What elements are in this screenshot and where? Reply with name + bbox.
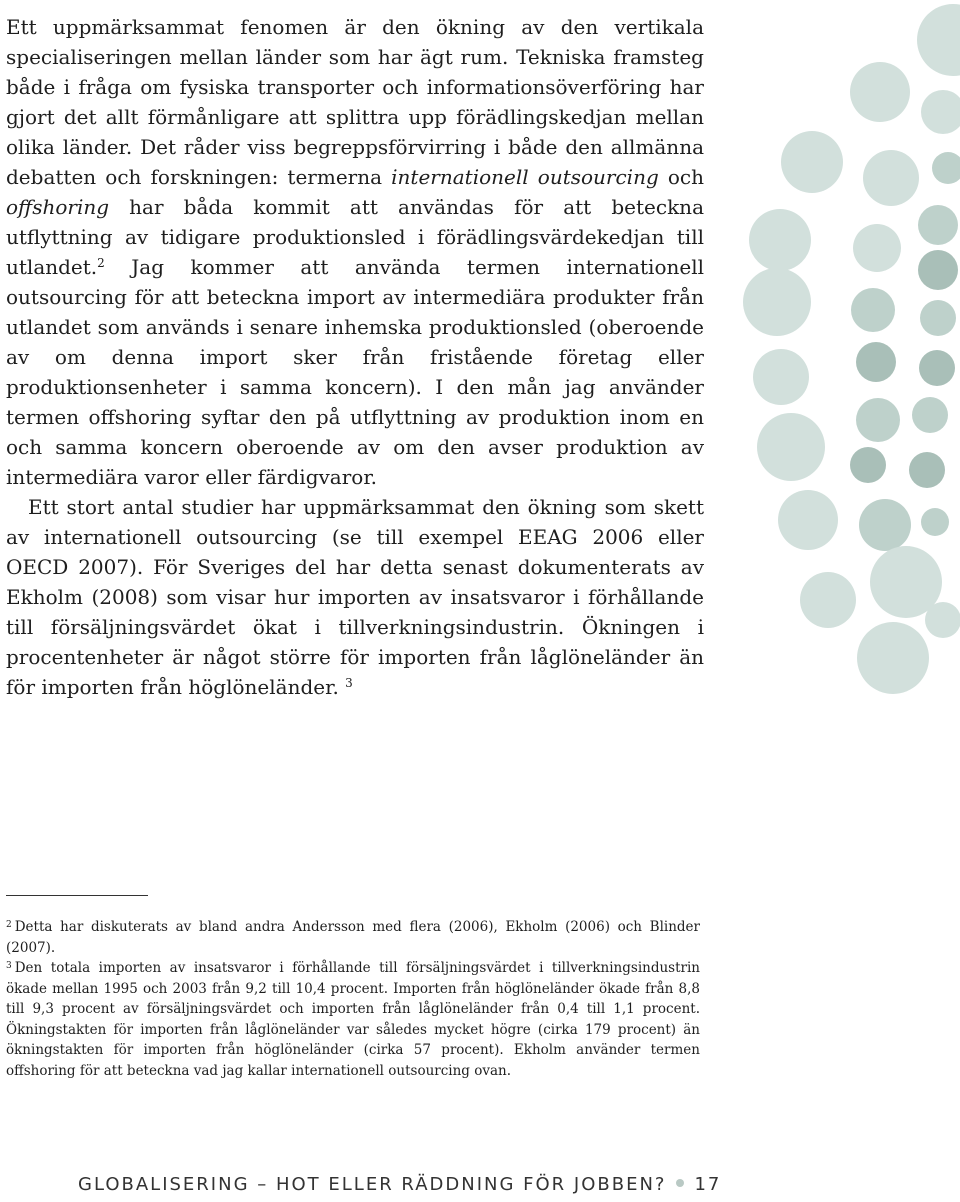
decorative-circle	[863, 150, 919, 206]
decorative-circle	[856, 398, 900, 442]
running-title: GLOBALISERING – HOT ELLER RÄDDNING FÖR JOBBEN?	[78, 1174, 667, 1195]
decorative-circle	[925, 602, 960, 638]
footnote-ref-3[interactable]: 3	[345, 676, 353, 690]
footnotes	[6, 917, 700, 1081]
decorative-circle	[921, 90, 960, 134]
decorative-circle	[850, 447, 886, 483]
term-internationell-outsourcing: internationell outsourcing	[391, 165, 659, 189]
decorative-circle	[749, 209, 811, 271]
decorative-circle	[912, 397, 948, 433]
page-footer	[78, 1174, 758, 1202]
decorative-circle	[743, 268, 811, 336]
footnote-3	[6, 958, 700, 1081]
bullet-dot-icon	[676, 1179, 684, 1187]
decorative-circle	[921, 508, 949, 536]
decorative-circle	[932, 152, 960, 184]
decorative-circle	[753, 349, 809, 405]
footnote-ref-2[interactable]: 2	[97, 256, 105, 270]
footnote-text: Detta har diskuterats av bland andra Andersson med flera (2006), Ekholm (2006) och Blinder (2007).	[6, 919, 700, 956]
footnote-number: 3	[6, 961, 12, 971]
term-offshoring: offshoring	[6, 195, 110, 219]
decorative-circle	[800, 572, 856, 628]
decorative-circle	[853, 224, 901, 272]
decorative-circle	[859, 499, 911, 551]
decorative-circle	[919, 350, 955, 386]
decorative-circle	[778, 490, 838, 550]
page-number: 17	[694, 1174, 722, 1195]
footnote-number: 2	[6, 920, 12, 930]
decorative-circle	[909, 452, 945, 488]
decorative-circle	[781, 131, 843, 193]
decorative-circle	[856, 342, 896, 382]
decorative-circle	[850, 62, 910, 122]
decorative-circle	[757, 413, 825, 481]
decorative-circle	[857, 622, 929, 694]
decorative-circle	[918, 205, 958, 245]
footnote-2	[6, 917, 700, 958]
footnote-text: Den totala importen av insatsvaror i förhållande till försäljningsvärdet i tillverkningsindustrin ökade mellan 1995 och 2003 från 9,2 till 10,4 procent. Importen från höglöneländer ökade från 8,8 till 9,3 procent av försäljningsvärdet och importen från låglöneländer från 0,4 till 1,1 procent. Ökningstakten för importen från låglöneländer var således mycket högre (cirka 179 procent) än ökningstakten för importen från höglöneländer (cirka 57 procent). Ekholm använder termen offshoring för att beteckna vad jag kallar internationell outsourcing ovan.	[6, 960, 700, 1079]
body-text	[6, 12, 704, 702]
decorative-circle	[920, 300, 956, 336]
decorative-circle	[918, 250, 958, 290]
decorative-circle	[917, 4, 960, 76]
footnote-divider	[6, 895, 148, 896]
paragraph-1: Ett uppmärksammat fenomen är den ökning av den vertikala specialiseringen mellan länder som har ägt rum. Tekniska framsteg både i fråga om fysiska transporter och informationsöverföring har gjort det allt förmånligare att splittra upp förädlingskedjan mellan olika länder. Det råder viss begreppsförvirring i både den allmänna debatten och forskningen: termerna internationell outsourcing och offshoring har båda kommit att användas för att beteckna utflyttning av tidigare produktionsled i förädlingsvärdekedjan till utlandet.$^2$ Jag kommer att använda termen internationell outsourcing för att beteckna import av intermediära produkter från utlandet som används i senare inhemska produktionsled (oberoende av om denna import sker från fristående företag eller produktionsenheter i samma koncern). I den mån jag använder termen offshoring syftar den på utflyttning av produktion inom en och samma koncern oberoende av om den avser produktion av intermediära varor eller färdigvaror.	[6, 15, 705, 489]
decorative-circle	[870, 546, 942, 618]
decorative-circle	[851, 288, 895, 332]
paragraph-2: Ett stort antal studier har uppmärksammat den ökning som skett av internationell outsourcing (se till exempel EEAG 2006 eller OECD 2007). För Sveriges del har detta senast dokumenterats av Ekholm (2008) som visar hur importen av insatsvaror i förhållande till försäljningsvärdet ökat i tillverkningsindustrin. Ökningen i procentenheter är något större för importen från låglöneländer än för importen från höglöneländer. $^3$	[6, 495, 704, 699]
